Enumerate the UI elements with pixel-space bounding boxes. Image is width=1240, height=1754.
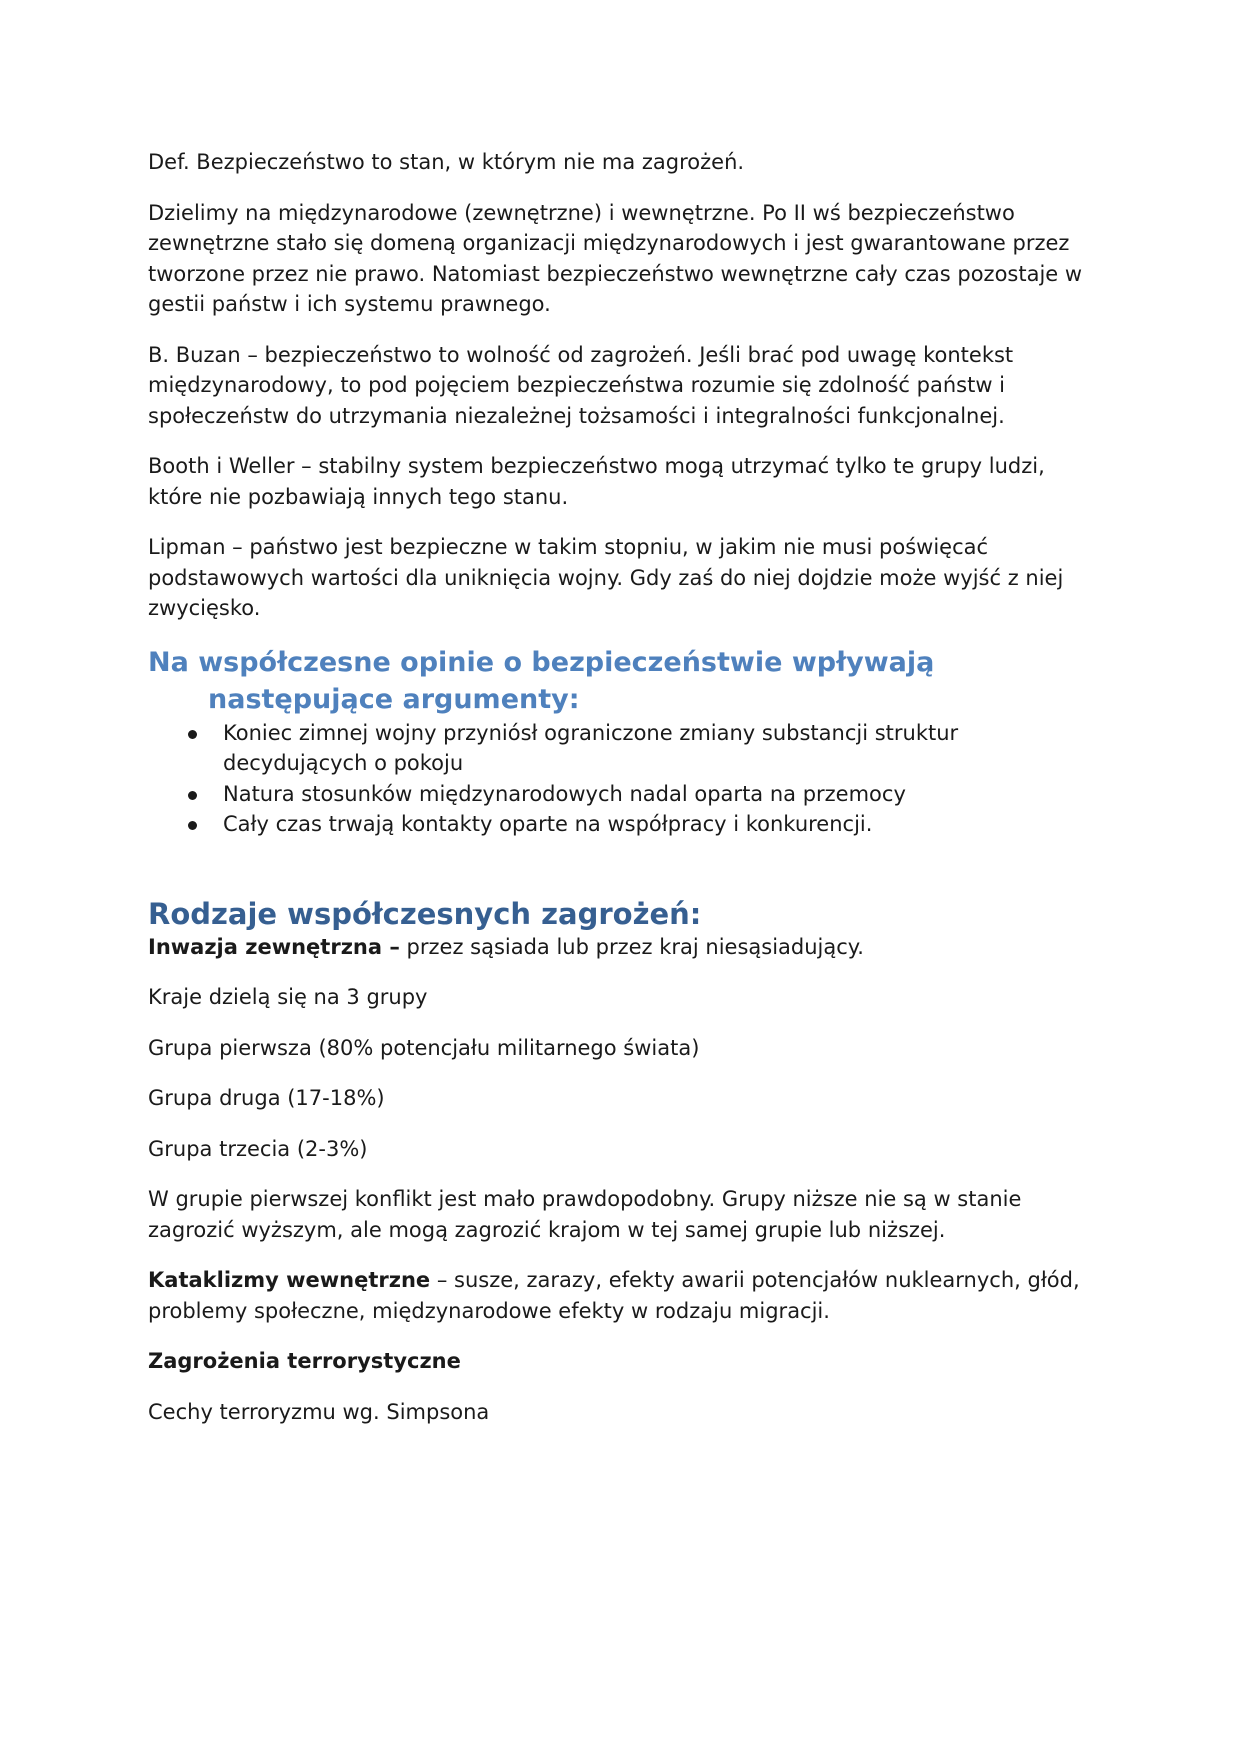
booth-weller-paragraph: Booth i Weller – stabilny system bezpieczeństwo mogą utrzymać tylko te grupy ludzi, które nie pozbawiają innych tego stanu.: [148, 454, 1045, 509]
cataclysms-term: Kataklizmy wewnętrzne: [148, 1268, 431, 1292]
bullet-icon: [188, 791, 197, 800]
list-item: [148, 718, 1098, 779]
division-paragraph: Dzielimy na międzynarodowe (zewnętrzne) i wewnętrzne. Po II wś bezpieczeństwo zewnętrzne stało się domeną organizacji międzynarodowych i jest gwarantowane przez tworzone przez nie prawo. Natomiast bezpieczeństwo wewnętrzne cały czas pozostaje w gestii państw i ich systemu prawnego.: [148, 200, 1083, 316]
list-item-text: Koniec zimnej wojny przyniósł ograniczone zmiany substancji struktur decydujących o pokoju: [223, 720, 959, 775]
definition-paragraph: Def. Bezpieczeństwo to stan, w którym nie ma zagrożeń.: [148, 150, 745, 174]
document-page: [148, 147, 1098, 1447]
list-item-text: Cały czas trwają kontakty oparte na współpracy i konkurencji.: [223, 812, 873, 836]
group-first: Grupa pierwsza (80% potencjału militarnego świata): [148, 1035, 700, 1060]
terror-features-paragraph: Cechy terroryzmu wg. Simpsona: [148, 1399, 490, 1424]
cataclysms-text: – susze, zarazy, efekty awarii potencjałów nuklearnych, głód, problemy społeczne, międzynarodowe efekty w rodzaju migracji.: [148, 1268, 1080, 1323]
lipman-paragraph: Lipman – państwo jest bezpieczne w takim stopniu, w jakim nie musi poświęcać podstawowych wartości dla uniknięcia wojny. Gdy zaś do niej dojdzie może wyjść z niej zwycięsko.: [148, 535, 1064, 620]
bullet-icon: [188, 730, 197, 739]
list-item: [148, 809, 1098, 840]
group-second: Grupa druga (17-18%): [148, 1086, 385, 1110]
list-item: [148, 779, 1098, 810]
bullet-icon: [188, 821, 197, 830]
list-item-text: Natura stosunków międzynarodowych nadal oparta na przemocy: [223, 781, 906, 806]
opinions-list: [148, 718, 1098, 840]
invasion-paragraph: [148, 932, 1098, 963]
groups-intro: Kraje dzielą się na 3 grupy: [148, 985, 428, 1009]
buzan-paragraph: B. Buzan – bezpieczeństwo to wolność od zagrożeń. Jeśli brać pod uwagę kontekst międzynarodowy, to pod pojęciem bezpieczeństwa rozumie się zdolność państw i społeczeństw do utrzymania niezależnej tożsamości i integralności funkcjonalnej.: [148, 342, 1014, 428]
threats-heading: Rodzaje współczesnych zagrożeń:: [148, 896, 702, 931]
terror-heading-text: Zagrożenia terrorystyczne: [148, 1349, 461, 1373]
groups-conflict-paragraph: W grupie pierwszej konflikt jest mało prawdopodobny. Grupy niższe nie są w stanie zagrozić wyższym, ale mogą zagrozić krajom w tej samej grupie lub niższej.: [148, 1187, 1022, 1242]
cataclysms-paragraph: [148, 1265, 1098, 1326]
terror-heading: [148, 1346, 1098, 1377]
invasion-text: przez sąsiada lub przez kraj niesąsiadujący.: [399, 934, 864, 959]
opinions-heading: Na współczesne opinie o bezpieczeństwie wpływają następujące argumenty:: [148, 646, 935, 715]
group-third: Grupa trzecia (2-3%): [148, 1136, 368, 1161]
invasion-term: Inwazja zewnętrzna –: [148, 934, 400, 959]
